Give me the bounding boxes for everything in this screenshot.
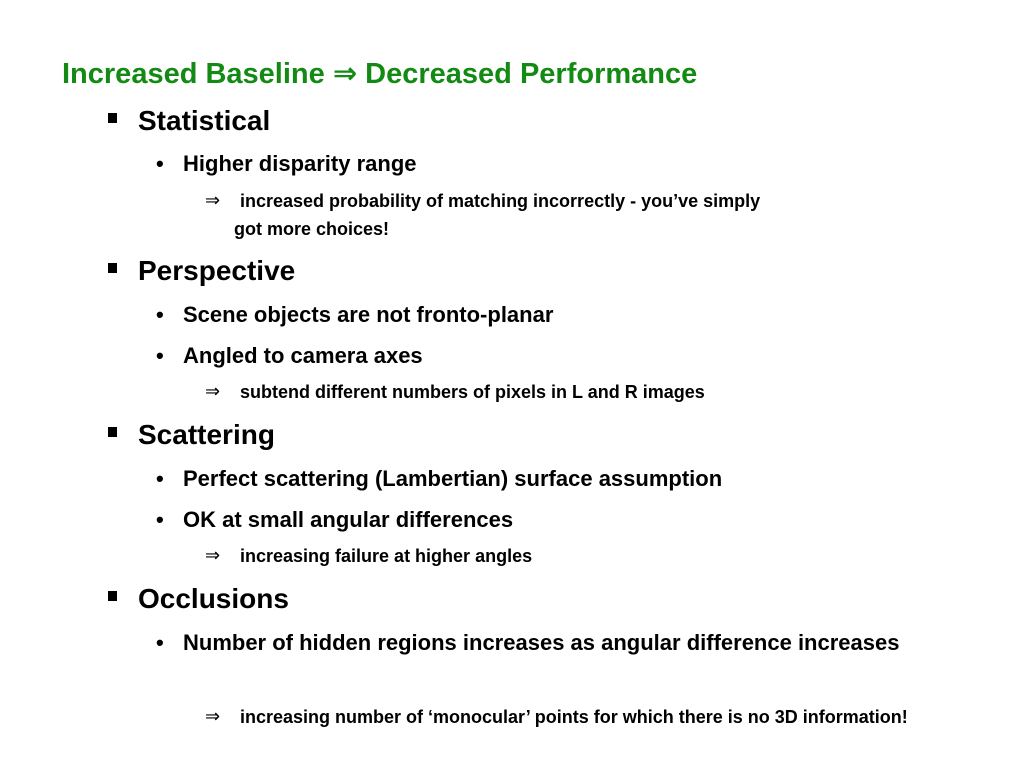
sub-point-text: OK at small angular differences [183,507,514,532]
consequence [205,703,975,731]
implies-arrow-icon: ⇒ [205,545,221,566]
consequence-text: increased probability of matching incorrectly - you’ve simply got more choices! [234,191,761,239]
square-bullet-icon [108,263,117,273]
sub-point [156,148,986,180]
round-bullet-icon: • [156,151,164,176]
round-bullet-icon: • [156,630,164,655]
square-bullet-icon [108,427,117,437]
sub-point [156,299,986,331]
sub-point-text: Higher disparity range [183,151,417,176]
section-heading-label: Statistical [138,105,271,136]
section-heading-label: Occlusions [138,583,289,614]
sub-point [156,463,986,495]
sub-point-text: Angled to camera axes [183,343,423,368]
consequence-text: increasing number of ‘monocular’ points for which there is no 3D information! [240,707,908,727]
round-bullet-icon: • [156,507,164,532]
sub-point-text: Perfect scattering (Lambertian) surface assumption [183,466,723,491]
section-heading-label: Scattering [138,419,275,450]
sub-point [156,627,986,659]
sub-point [156,504,986,536]
sub-point [156,340,986,372]
sub-point-text: Scene objects are not fronto-planar [183,302,554,327]
section-heading-label: Perspective [138,255,296,286]
consequence-text: increasing failure at higher angles [240,546,533,566]
sub-point-text: Number of hidden regions increases as angular difference increases [183,630,900,655]
round-bullet-icon: • [156,466,164,491]
implies-arrow-icon: ⇒ [205,706,221,727]
round-bullet-icon: • [156,302,164,327]
implies-arrow-icon: ⇒ [205,381,221,402]
slide-title: Increased Baseline ⇒ Decreased Performance [62,58,698,90]
consequence [205,542,965,570]
implies-arrow-icon: ⇒ [205,190,221,211]
round-bullet-icon: • [156,343,164,368]
consequence-text: subtend different numbers of pixels in L and R images [240,382,705,402]
consequence [205,187,765,243]
square-bullet-icon [108,113,117,123]
consequence [205,378,965,406]
square-bullet-icon [108,591,117,601]
